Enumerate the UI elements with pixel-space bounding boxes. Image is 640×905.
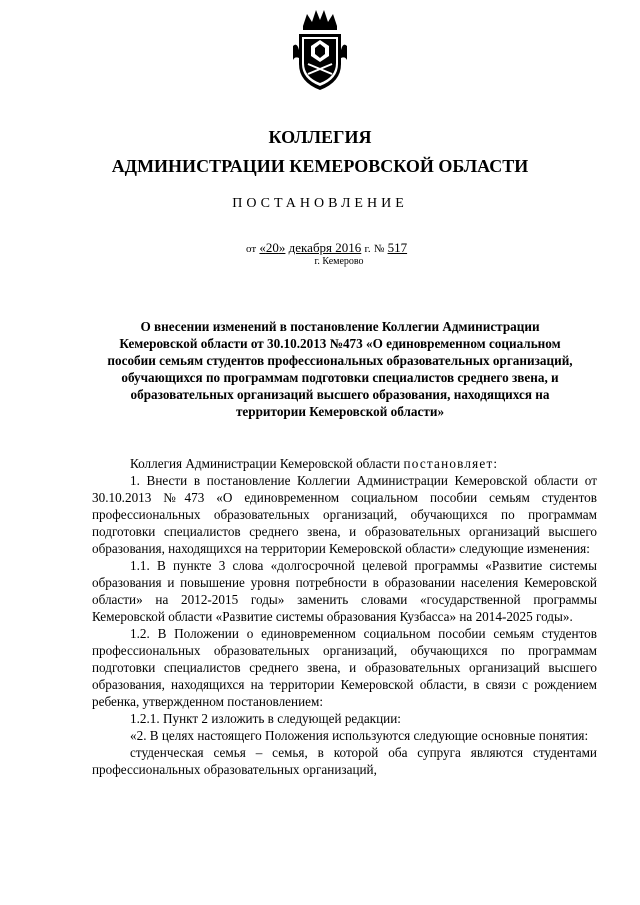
date-number-line [246,240,407,257]
paragraph-1: 1. Внести в постановление Коллегии Администрации Кемеровской области от 30.10.2013 №473 «О единовременном социальном пособии семьям студентов профессиональных образовательных организаций, обучающихся по программам подготовки специалистов среднего звена, и образовательных организаций высшего образования, находящихся на территории Кемеровской области» следующие изменения: [92,473,597,556]
org-name-line2: АДМИНИСТРАЦИИ КЕМЕРОВСКОЙ ОБЛАСТИ [111,156,529,176]
paragraph-definition: студенческая семья – семья, в которой оба супруга являются студентами профессиональных образовательных организаций, [92,745,597,777]
date-prefix: от [246,243,257,255]
date-day: 20 [265,240,279,255]
document-body [92,455,597,778]
preamble [92,455,597,472]
number-sign: № [373,243,385,255]
paragraph-1-2-1: 1.2.1. Пункт 2 изложить в следующей редакции: [130,711,401,726]
document-type: ПОСТАНОВЛЕНИЕ [232,196,408,211]
preamble-resolves: постановляет: [403,456,499,471]
document-title: О внесении изменений в постановление Коллегии Администрации Кемеровской области от 30.10.2013 №473 «О единовременном социальном пособии семьям студентов профессиональных образовательных организаций, обучающихся по программам подготовки специалистов среднего звена, и образовательных организаций высшего образования, находящихся на территории Кемеровской области» [107,319,573,419]
date-open-quote: « [259,240,266,255]
date-close-quote: » [278,240,286,255]
preamble-text: Коллегия Администрации Кемеровской области [130,456,404,471]
org-name-line1: КОЛЛЕГИЯ [268,127,372,147]
date-month-year: декабря 2016 [288,240,362,255]
paragraph-1-2: 1.2. В Положении о единовременном социальном пособии семьям студентов профессиональных образовательных организаций, обучающихся по программам подготовки специалистов среднего звена, и образовательных организаций высшего образования, находящихся на территории Кемеровской области, в связи с рождением ребенка, утвержденном постановлением: [92,626,597,709]
coat-of-arms-icon [293,6,347,94]
city: г. Кемерово [314,256,364,267]
document-number: 517 [387,240,408,255]
paragraph-1-1: 1.1. В пункте 3 слова «долгосрочной целевой программы «Развитие системы образования и повышение уровня потребности в образовании населения Кемеровской области» на 2012-2015 годы» заменить словами «государственной программы Кемеровской области «Развитие системы образования Кузбасса» на 2014-2025 годы». [92,558,597,624]
paragraph-quote-2: «2. В целях настоящего Положения используются следующие основные понятия: [130,728,589,743]
date-year-suffix: г. [364,243,371,255]
